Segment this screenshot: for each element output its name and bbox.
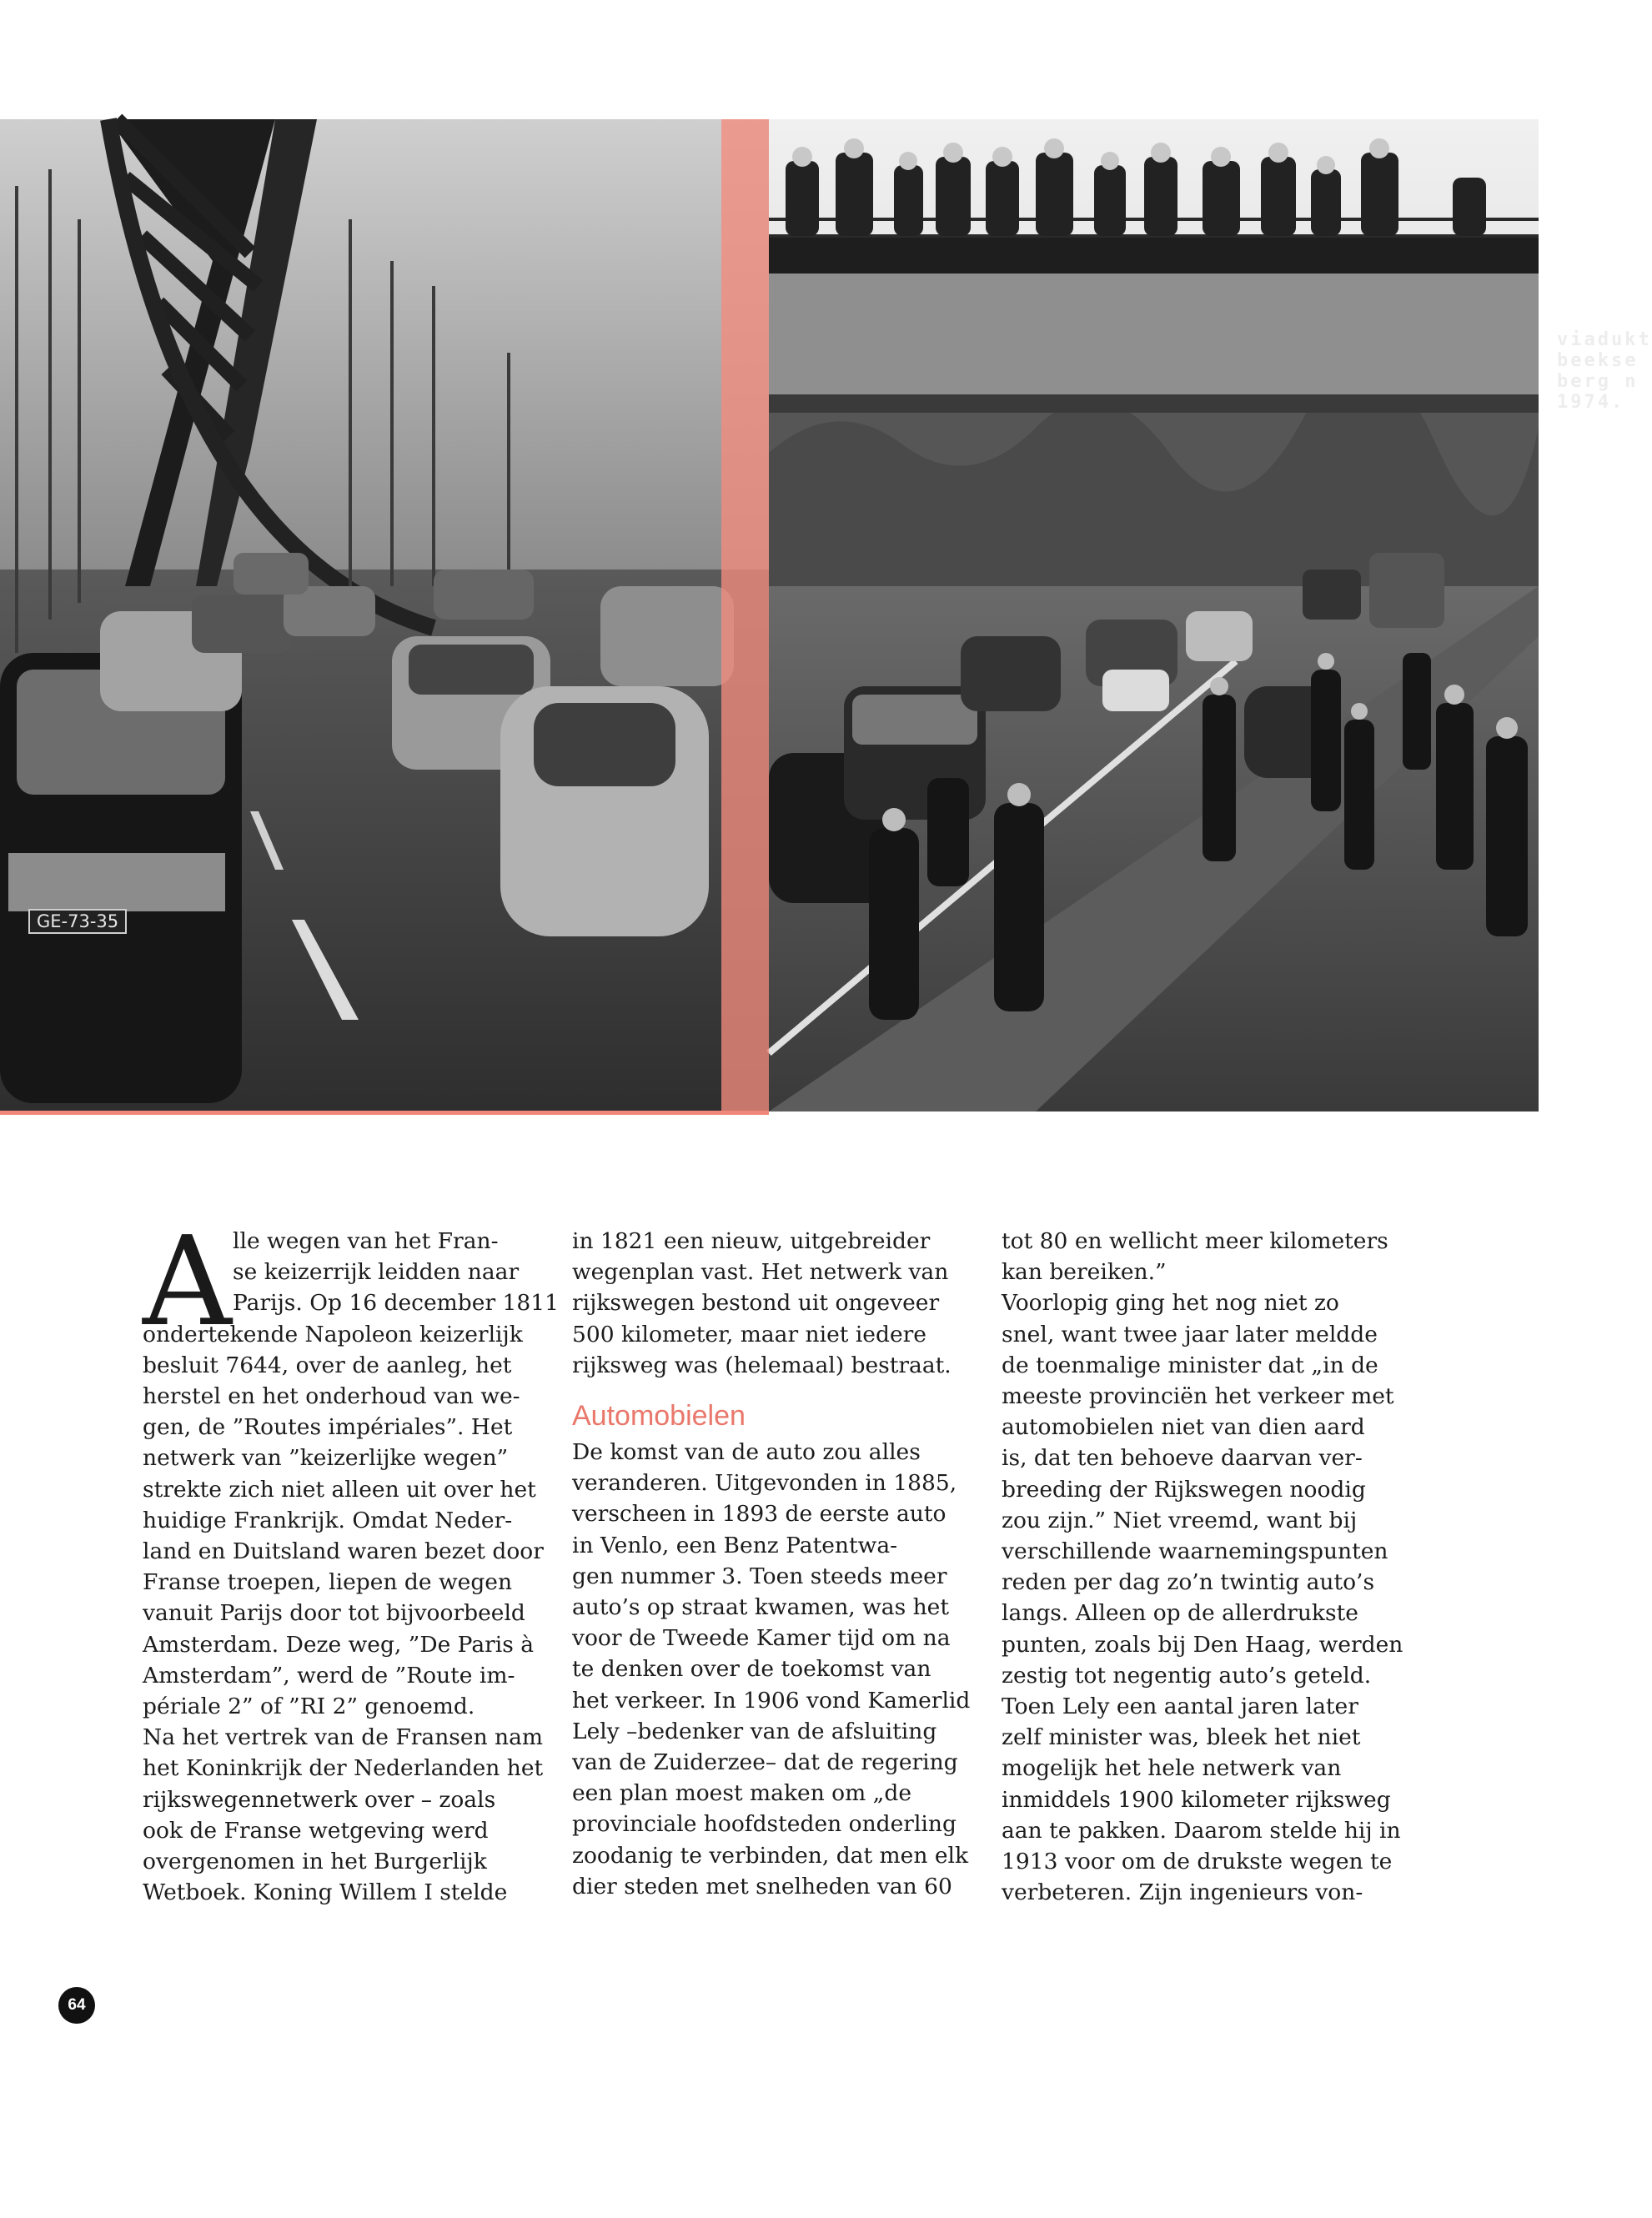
photo-spread bbox=[0, 119, 1652, 1112]
text-line: ondertekende Napoleon keizerlijk bbox=[143, 1321, 523, 1347]
drop-cap: A bbox=[143, 1210, 232, 1353]
pink-accent-rule bbox=[0, 1111, 769, 1115]
text-line: netwerk van ”keizerlijke wegen” bbox=[143, 1445, 509, 1472]
text-line: provinciale hoofdsteden onderling bbox=[572, 1811, 957, 1838]
text-line: breeding der Rijkswegen noodig bbox=[1002, 1476, 1366, 1503]
text-line: van de Zuiderzee– dat de regering bbox=[572, 1749, 958, 1776]
text-line: snel, want twee jaar later meldde bbox=[1002, 1321, 1378, 1347]
viaduct-spectators-photo bbox=[769, 119, 1652, 1112]
text-line: Amsterdam. Deze weg, ”De Paris à bbox=[143, 1631, 535, 1658]
article-column-1 bbox=[143, 1226, 559, 1908]
text-line: inmiddels 1900 kilometer rijksweg bbox=[1002, 1786, 1391, 1813]
article-column-2 bbox=[572, 1226, 972, 1902]
text-line: ook de Franse wetgeving werd bbox=[143, 1817, 489, 1844]
text-line: vanuit Parijs door tot bijvoorbeeld bbox=[143, 1600, 525, 1627]
page-number: 64 bbox=[58, 1987, 95, 2024]
text-line: gen, de ”Routes impériales”. Het bbox=[143, 1414, 513, 1441]
text-line: zestig tot negentig auto’s geteld. bbox=[1002, 1662, 1372, 1689]
text-line: een plan moest maken om „de bbox=[572, 1780, 912, 1807]
text-line: Toen Lely een aantal jaren later bbox=[1002, 1694, 1358, 1720]
text-line: rijkswegen bestond uit ongeveer bbox=[572, 1290, 940, 1317]
text-line: het Koninkrijk der Nederlanden het bbox=[143, 1755, 544, 1782]
text-line: kan bereiken.” bbox=[1002, 1259, 1167, 1286]
text-line: Parijs. Op 16 december 1811 bbox=[233, 1290, 559, 1317]
text-line: Na het vertrek van de Fransen nam bbox=[143, 1724, 544, 1751]
text-line: de toenmalige minister dat „in de bbox=[1002, 1352, 1378, 1378]
text-line: in 1821 een nieuw, uitgebreider bbox=[572, 1228, 931, 1254]
text-line: rijksweg was (helemaal) bestraat. bbox=[572, 1352, 952, 1378]
text-line: reden per dag zo’n twintig auto’s bbox=[1002, 1569, 1375, 1596]
text-line: 500 kilometer, maar niet iedere bbox=[572, 1321, 926, 1347]
text-line: périale 2” of ”RI 2” genoemd. bbox=[143, 1694, 475, 1720]
text-line: het verkeer. In 1906 vond Kamerlid bbox=[572, 1687, 971, 1714]
text-line: De komst van de auto zou alles bbox=[572, 1439, 921, 1466]
text-line: Voorlopig ging het nog niet zo bbox=[1002, 1290, 1339, 1317]
pink-accent-strip bbox=[721, 119, 769, 1112]
text-line: gen nummer 3. Toen steeds meer bbox=[572, 1563, 947, 1589]
viaduct-inscription: viadukt beekse berg n 1974. bbox=[1557, 329, 1652, 413]
text-line: voor de Tweede Kamer tijd om na bbox=[572, 1625, 951, 1652]
text-line: mogelijk het hele netwerk van bbox=[1002, 1755, 1342, 1782]
text-line: verbeteren. Zijn ingenieurs von- bbox=[1002, 1879, 1363, 1906]
text-line: tot 80 en wellicht meer kilometers bbox=[1002, 1228, 1388, 1254]
text-line: lle wegen van het Fran- bbox=[233, 1228, 499, 1254]
viaduct-spectators-illustration bbox=[769, 119, 1539, 1112]
text-line: aan te pakken. Daarom stelde hij in bbox=[1002, 1817, 1401, 1844]
text-line: dier steden met snelheden van 60 bbox=[572, 1873, 952, 1899]
text-line: Lely –bedenker van de afsluiting bbox=[572, 1718, 937, 1744]
section-subheading: Automobielen bbox=[572, 1400, 746, 1433]
text-line: auto’s op straat kwamen, was het bbox=[572, 1594, 950, 1621]
text-line: land en Duitsland waren bezet door bbox=[143, 1538, 544, 1565]
text-line: Franse troepen, liepen de wegen bbox=[143, 1569, 513, 1596]
text-line: verschillende waarnemingspunten bbox=[1002, 1538, 1388, 1565]
text-line: huidige Frankrijk. Omdat Neder- bbox=[143, 1507, 513, 1533]
text-line: automobielen niet van dien aard bbox=[1002, 1414, 1365, 1441]
text-line: punten, zoals bij Den Haag, werden bbox=[1002, 1631, 1403, 1658]
text-line: meeste provinciën het verkeer met bbox=[1002, 1383, 1394, 1410]
article-column-3 bbox=[1002, 1226, 1402, 1908]
text-line: verscheen in 1893 de eerste auto bbox=[572, 1501, 947, 1528]
text-line: herstel en het onderhoud van we- bbox=[143, 1383, 520, 1410]
text-line: rijkswegennetwerk over – zoals bbox=[143, 1786, 496, 1813]
text-line: wegenplan vast. Het netwerk van bbox=[572, 1259, 949, 1286]
text-line: se keizerrijk leidden naar bbox=[233, 1259, 520, 1286]
bridge-traffic-photo bbox=[0, 119, 769, 1112]
license-plate: GE-73-35 bbox=[28, 909, 127, 934]
text-line: zelf minister was, bleek het niet bbox=[1002, 1724, 1361, 1751]
text-line: te denken over de toekomst van bbox=[572, 1656, 931, 1683]
text-line: zou zijn.” Niet vreemd, want bij bbox=[1002, 1507, 1358, 1533]
text-line: Amsterdam”, werd de ”Route im- bbox=[143, 1662, 515, 1689]
bridge-traffic-illustration bbox=[0, 119, 769, 1112]
text-line: overgenomen in het Burgerlijk bbox=[143, 1849, 487, 1875]
text-line: is, dat ten behoeve daarvan ver- bbox=[1002, 1445, 1363, 1472]
text-line: in Venlo, een Benz Patentwa- bbox=[572, 1532, 898, 1558]
text-line: strekte zich niet alleen uit over het bbox=[143, 1476, 536, 1503]
text-line: besluit 7644, over de aanleg, het bbox=[143, 1352, 512, 1378]
text-line: 1913 voor om de drukste wegen te bbox=[1002, 1849, 1393, 1875]
text-line: langs. Alleen op de allerdrukste bbox=[1002, 1600, 1358, 1627]
text-line: Wetboek. Koning Willem I stelde bbox=[143, 1879, 508, 1906]
text-line: veranderen. Uitgevonden in 1885, bbox=[572, 1470, 957, 1497]
text-line: zoodanig te verbinden, dat men elk bbox=[572, 1842, 969, 1869]
